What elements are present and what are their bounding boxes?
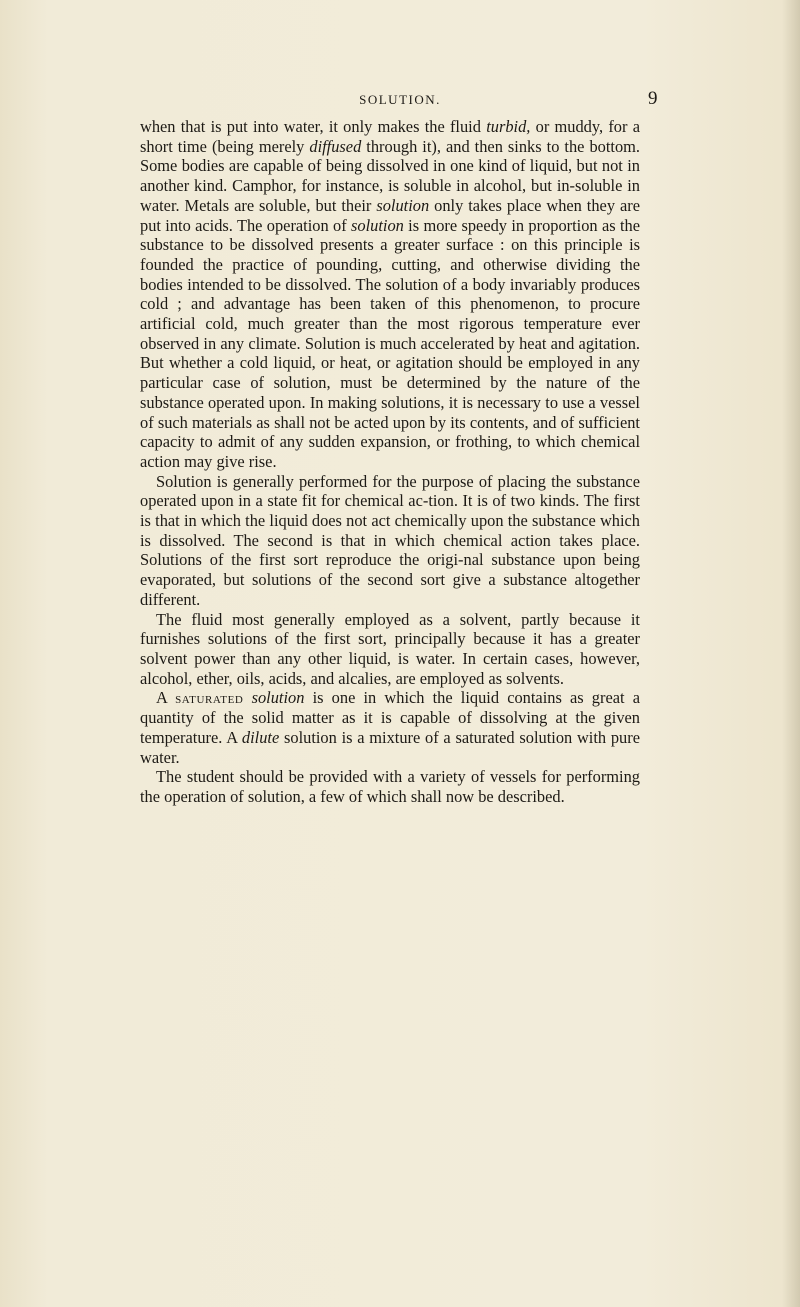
text-run: when that is put into water, it only makes the fluid: [140, 117, 487, 136]
page-edge-shadow: [782, 0, 800, 1307]
paragraph: [140, 688, 640, 767]
italic-term: solution: [351, 215, 404, 235]
italic-term: turbid,: [486, 117, 531, 136]
paragraph: [140, 117, 640, 472]
italic-term: diffused: [309, 136, 362, 156]
text-run: only takes place when they are put into acids. The operation of: [140, 195, 640, 235]
paragraph: [140, 610, 640, 689]
text-run: [243, 688, 251, 707]
page-number: 9: [648, 88, 658, 109]
text-run: A: [156, 688, 176, 708]
text-run: Solution is generally performed for the purpose of placing the substance operated upon in a state fit for chemical ac-tion. It is of two kinds. The first is that in which the liquid does not act chemically upon the substance which is dissolved. The second is that in which chemical action takes place. Solutions of the first sort reproduce the origi-nal substance upon being evaporated, but solutions of the second sort give a substance altogether different.: [140, 471, 640, 609]
paragraph: [140, 767, 640, 806]
text-run: is more speedy in proportion as the substance to be dissolved presents a greater surface : on this principle is founded the practice of pounding, cutting, and otherwise dividing the bodies intended to be dissolved. The solution of a body invariably produces cold ; and advantage has been taken of this phenomenon, to procure artificial cold, much greater than the most rigorous temperature ever observed in any climate. Solution is much accelerated by heat and agitation. But whether a cold liquid, or heat, or agitation should be employed in any particular case of solution, must be determined by the nature of the substance operated upon. In making solutions, it is necessary to use a vessel of such materials as shall not be acted upon by its contents, and of sufficient capacity to admit of any sudden expansion, or frothing, to which chemical action may give rise.: [140, 215, 640, 471]
body-text: [140, 117, 640, 807]
text-run: The student should be provided with a variety of vessels for performing the operation of solution, a few of which shall now be described.: [140, 767, 640, 806]
text-run: through it), and then sinks to the bottom. Some bodies are capable of being dissolved in one kind of liquid, but not in another kind. Camphor, for instance, is soluble in alcohol, but in-soluble in water. Metals are soluble, but their: [140, 136, 640, 215]
italic-term: solution: [251, 688, 305, 708]
text-run: is one in which the liquid contains as great a quantity of the solid matter as it is capable of dissolving at the given temperature. A: [140, 688, 640, 747]
italic-term: solution: [376, 195, 430, 215]
running-head: SOLUTION.: [359, 92, 441, 107]
paragraph: [140, 472, 640, 610]
text-run: solution is a mixture of a saturated solution with pure water.: [140, 727, 640, 767]
page-header: [0, 88, 800, 112]
italic-term: dilute: [241, 727, 280, 747]
small-caps-term: saturated: [175, 688, 244, 708]
text-run: or muddy, for a short time (being merely: [140, 117, 640, 156]
text-run: The fluid most generally employed as a solvent, partly because it furnishes solutions of the first sort, principally because it has a greater solvent power than any other liquid, is water. In certain cases, however, alcohol, ether, oils, acids, and alcalies, are employed as solvents.: [140, 609, 640, 688]
